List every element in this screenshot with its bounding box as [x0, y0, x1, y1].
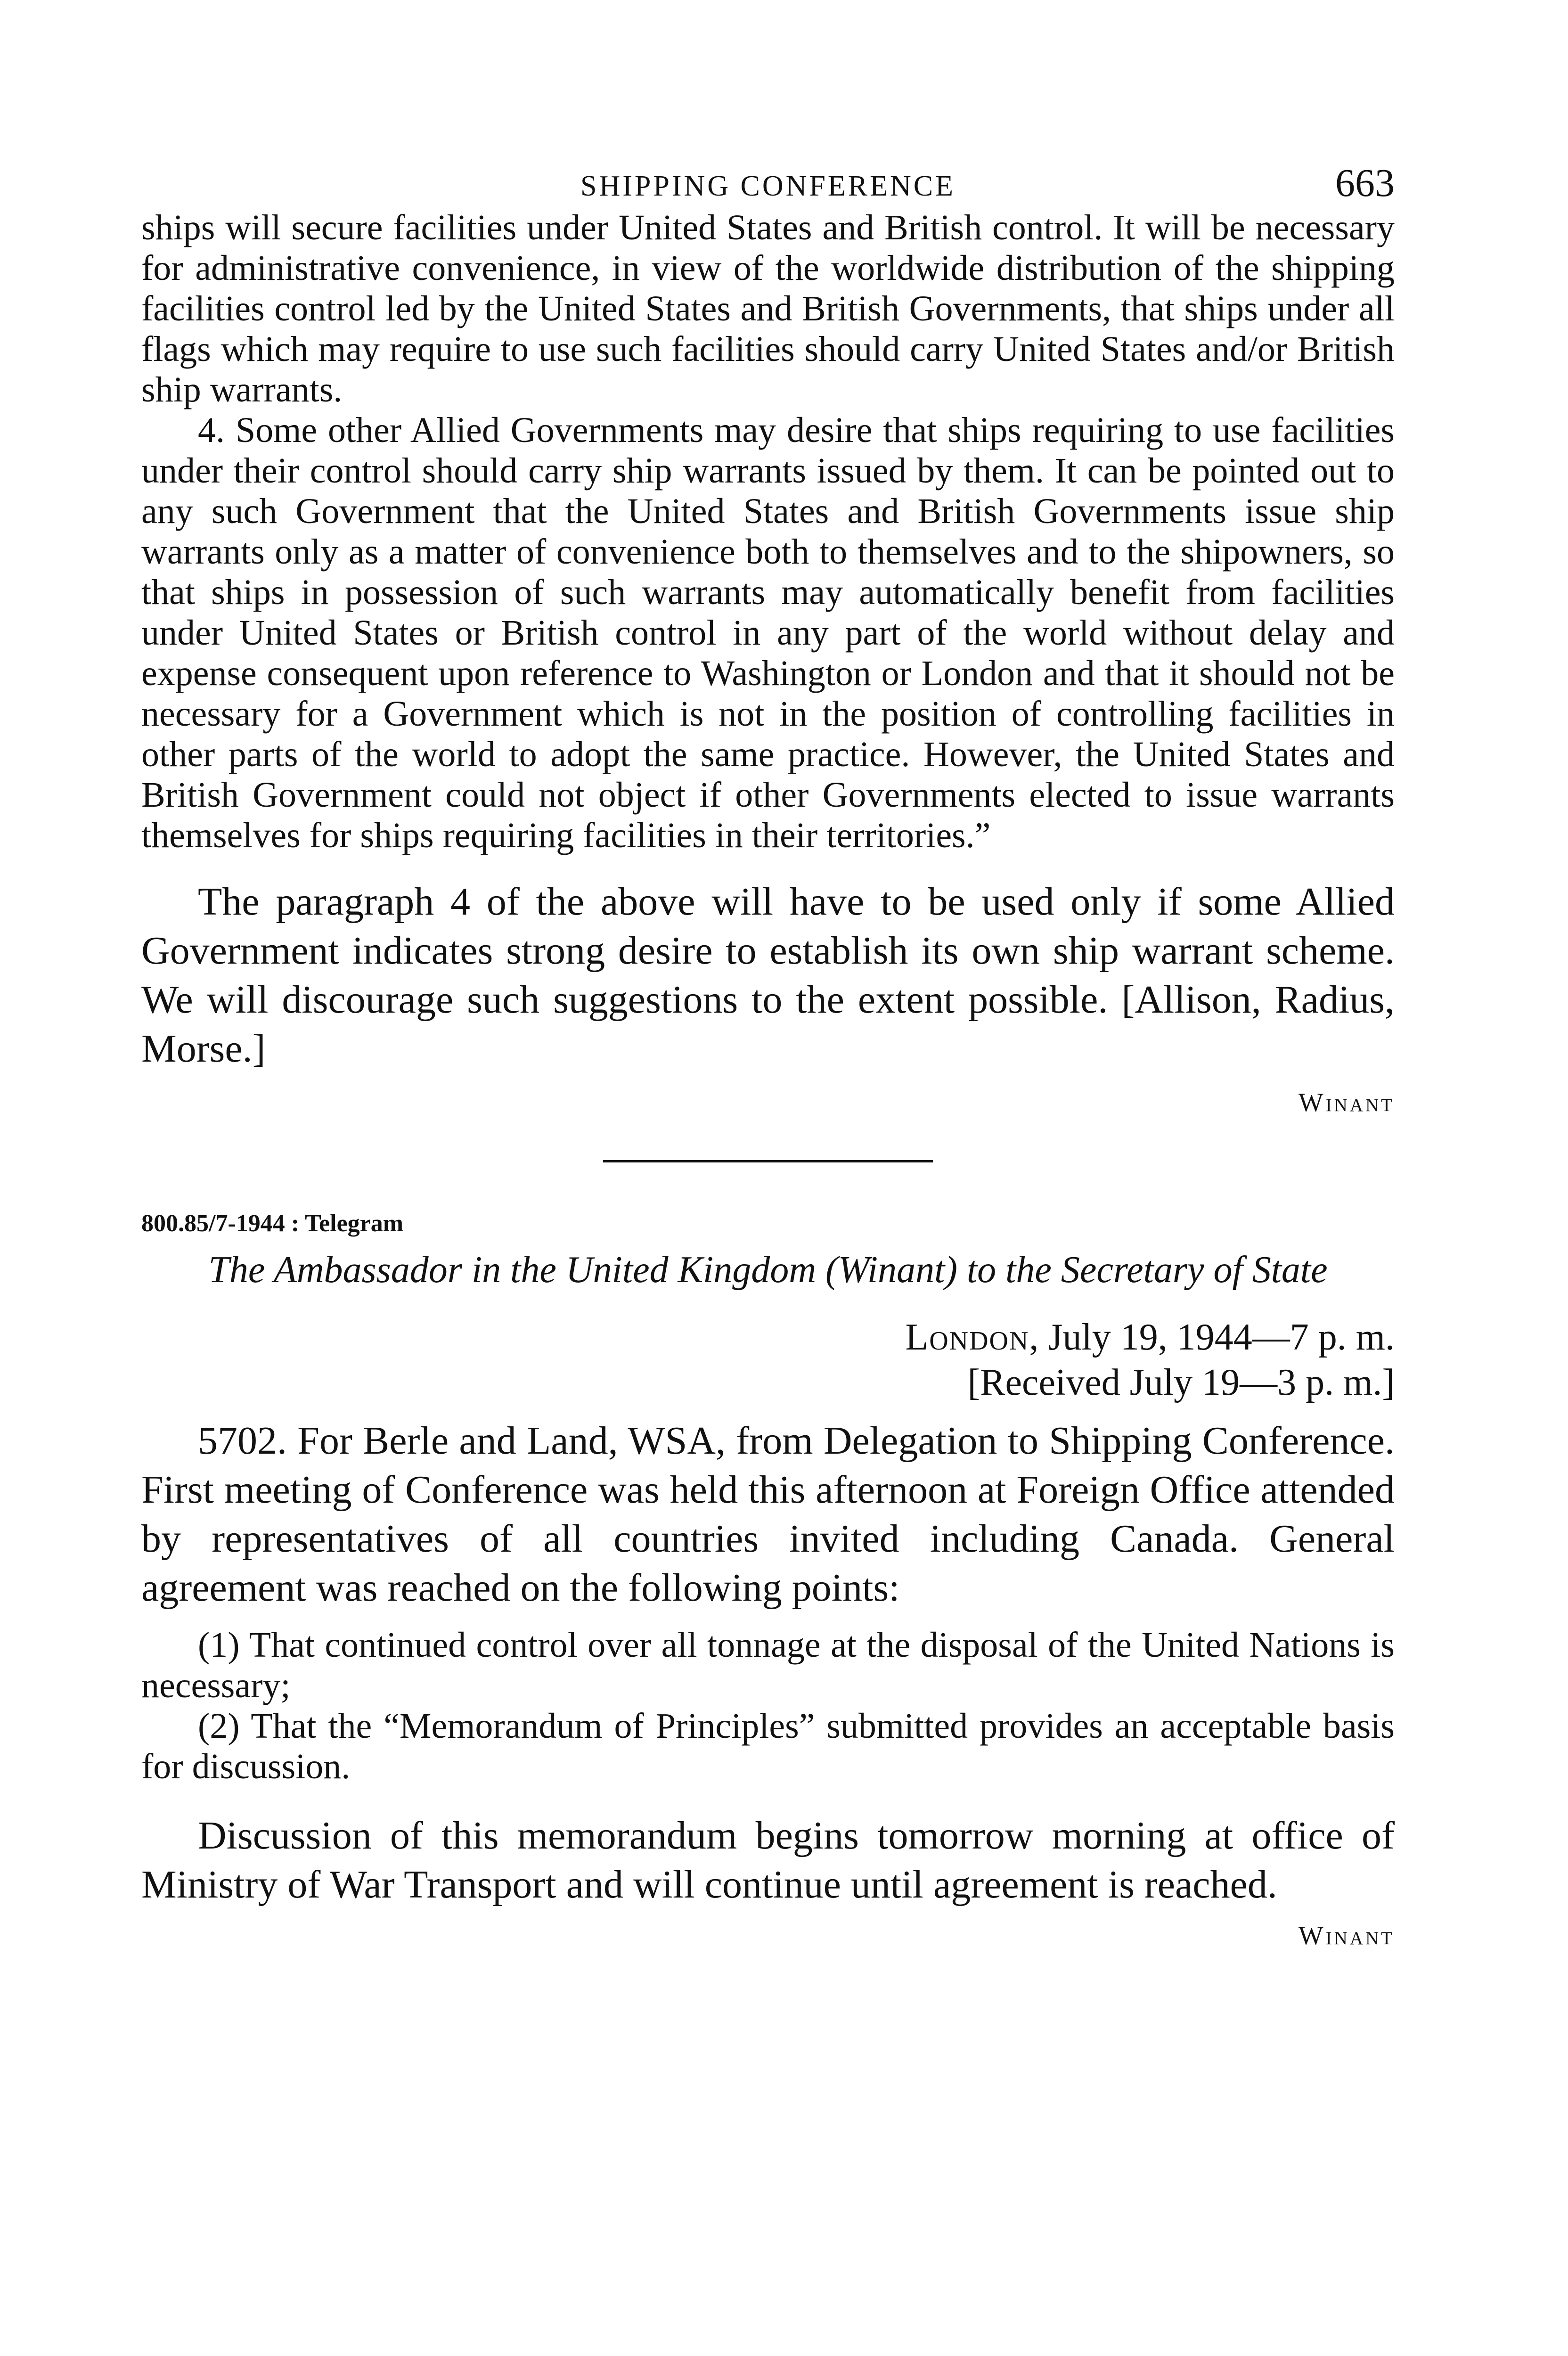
- page-number: 663: [1335, 161, 1395, 205]
- dateline-place: London: [905, 1317, 1029, 1358]
- point-1: (1) That continued control over all tonnage at the disposal of the United Nations is necessary;: [141, 1625, 1395, 1705]
- paragraph-4: 4. Some other Allied Governments may desire that ships requiring to use facilities under their control should carry ship warrants issued by them. It can be pointed out to any such Government that the United States and British Governments issue ship warrants only as a matter of convenience both to themselves and to the shipowners, so that ships in possession of such warrants may automatically benefit from facilities under United States or British control in any part of the world without delay and expense consequent upon reference to Washington or London and that it should not be necessary for a Government which is not in the position of controlling facilities in other parts of the world to adopt the same practice. However, the United States and British Government could not object if other Governments elected to issue warrants themselves for ships requiring facilities in their territories.”: [141, 410, 1395, 855]
- running-title: SHIPPING CONFERENCE: [580, 170, 956, 202]
- section-divider: [603, 1160, 933, 1162]
- document-page: [141, 155, 1395, 1951]
- dateline-sent: [141, 1315, 1395, 1360]
- dateline-date: , July 19, 1944—7 p. m.: [1029, 1317, 1395, 1358]
- paragraph-3-continued: ships will secure facilities under United States and British control. It will be necessary for administrative convenience, in view of the worldwide distribution of the shipping facilities control led by the United States and British Governments, that ships under all flags which may require to use such facilities should carry United States and/or British ship warrants.: [141, 208, 1395, 409]
- running-header: [141, 155, 1395, 207]
- point-2: (2) That the “Memorandum of Principles” submitted provides an acceptable basis for discussion.: [141, 1706, 1395, 1786]
- signature-winant-1: Winant: [1298, 1088, 1395, 1117]
- points-list: [141, 1625, 1395, 1787]
- quoted-memorandum: [141, 207, 1395, 856]
- signature-winant-2: Winant: [1298, 1921, 1395, 1950]
- final-paragraph: Discussion of this memorandum begins tomorrow morning at office of Ministry of War Transport and will continue until agreement is reached.: [141, 1814, 1395, 1906]
- dateline-received: [Received July 19—3 p. m.]: [967, 1362, 1395, 1403]
- telegram-body: 5702. For Berle and Land, WSA, from Delegation to Shipping Conference. First meeting of Conference was held this afternoon at Foreign Office attended by representatives of all countries invited including Canada. General agreement was reached on the following points:: [141, 1419, 1395, 1610]
- closing-paragraph: The paragraph 4 of the above will have to be used only if some Allied Government indicates strong desire to establish its own ship warrant scheme. We will discourage such suggestions to the extent possible. [Allison, Radius, Morse.]: [141, 880, 1395, 1071]
- dateline: [141, 1315, 1395, 1405]
- document-title: The Ambassador in the United Kingdom (Winant) to the Secretary of State: [208, 1249, 1328, 1291]
- file-reference: 800.85/7-1944 : Telegram: [141, 1210, 404, 1237]
